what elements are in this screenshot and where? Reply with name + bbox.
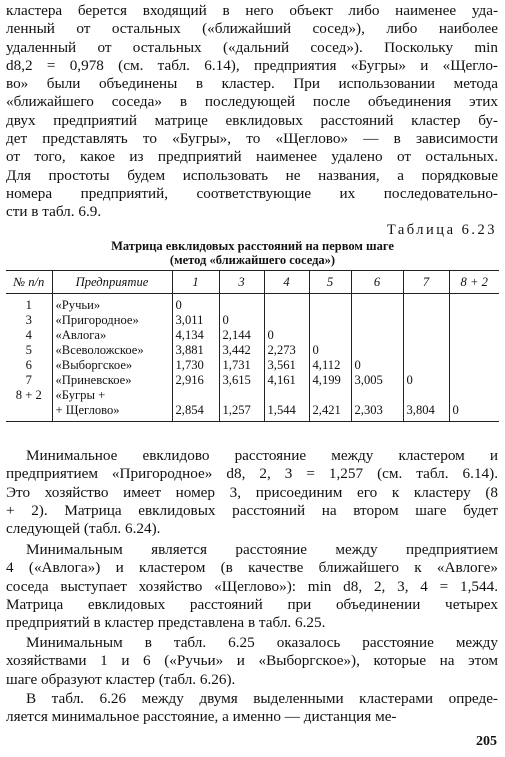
row-number-cell: 1: [25, 298, 32, 312]
enterprise-name-cell: + Щеглово»: [52, 403, 172, 422]
text-line: d8,2 = 0,978 (см. табл. 6.14), предприятия «Бугры» и «Щегло-: [6, 56, 498, 74]
distance-cell: 4,199: [309, 373, 351, 388]
text-line: + 2). Матрица евклидовых расстояний на втором шаге будет: [6, 501, 498, 519]
distance-cell: 1,731: [219, 358, 264, 373]
table-row: [6, 373, 499, 388]
text-line: Минимальное евклидово расстояние между кластером и: [26, 447, 498, 464]
column-header: 7: [403, 271, 449, 294]
text-line: предприятий в кластер представлена в табл. 6.25.: [6, 614, 326, 632]
distance-cell: [172, 388, 219, 403]
distance-cell: 3,442: [219, 343, 264, 358]
text-line: Минимальным в табл. 6.25 оказалось расстояние между: [26, 634, 498, 651]
text-line: ленный от остальных («ближайший сосед»), либо наиболее: [6, 20, 498, 38]
distance-cell: [309, 294, 351, 314]
distance-cell: [449, 328, 499, 343]
distance-cell: [403, 358, 449, 373]
distance-cell: 3,615: [219, 373, 264, 388]
text-line: Для простоты будем использовать не названия, а порядковые: [6, 166, 498, 184]
distance-cell: 0: [449, 403, 499, 422]
row-number-cell: 8 + 2: [15, 388, 42, 402]
distance-cell: [449, 343, 499, 358]
distance-cell: 2,303: [351, 403, 403, 422]
text-line: номера предприятий, соответствующие их последовательно-: [6, 184, 498, 202]
text-line: двух предприятий матрице евклидовых расстояний кластер бу-: [6, 111, 498, 129]
text-line: соседа выступает хозяйство «Щеглово»): min d8, 2, 3, 4 = 1,544.: [6, 577, 498, 595]
distance-cell: [449, 313, 499, 328]
column-header: 5: [309, 271, 351, 294]
distance-cell: 3,881: [172, 343, 219, 358]
table-row: [6, 343, 499, 358]
distance-cell: [403, 313, 449, 328]
text-line: от того, какое из предприятий наименее удалено от остальных.: [6, 148, 498, 166]
row-number-cell: 4: [25, 328, 32, 342]
distance-cell: [351, 328, 403, 343]
distance-cell: 0: [264, 328, 309, 343]
text-line: во» были объединены в кластер. При использовании метода: [6, 75, 498, 93]
text-line: предприятием «Пригородное» d8, 2, 3 = 1,257 (см. табл. 6.14).: [6, 465, 498, 483]
table-row: [6, 358, 499, 373]
table-row: [6, 403, 499, 422]
distance-cell: 4,112: [309, 358, 351, 373]
column-header: № п/п: [6, 271, 52, 294]
distance-cell: [351, 294, 403, 314]
distance-cell: [264, 388, 309, 403]
distance-cell: 4,161: [264, 373, 309, 388]
distance-cell: [351, 313, 403, 328]
distance-cell: [403, 328, 449, 343]
paragraph-4: [6, 690, 498, 727]
text-line: Матрица евклидовых расстояний при объединении четырех: [6, 595, 498, 613]
enterprise-name-cell: «Ручьи»: [52, 294, 172, 314]
distance-cell: 0: [309, 343, 351, 358]
text-line: следующей (табл. 6.24).: [6, 520, 161, 538]
distance-cell: 1,257: [219, 403, 264, 422]
distance-cell: 2,854: [172, 403, 219, 422]
text-line: 4 («Авлога») и кластером (в качестве ближайшего к «Авлоге»: [6, 559, 498, 577]
distance-cell: [403, 343, 449, 358]
distance-cell: 0: [219, 313, 264, 328]
enterprise-name-cell: «Всеволожское»: [52, 343, 172, 358]
distance-cell: 0: [403, 373, 449, 388]
text-line: В табл. 6.26 между двумя выделенными кластерами опреде-: [26, 690, 498, 707]
table-title-line2: (метод «ближайшего соседа»): [169, 253, 336, 267]
distance-cell: 2,273: [264, 343, 309, 358]
enterprise-name-cell: «Авлога»: [52, 328, 172, 343]
paragraph-1: [6, 447, 498, 538]
column-header: 4: [264, 271, 309, 294]
text-line: Минимальным является расстояние между предприятием: [26, 541, 498, 558]
distance-cell: 2,916: [172, 373, 219, 388]
distance-cell: 3,804: [403, 403, 449, 422]
column-header: 6: [351, 271, 403, 294]
enterprise-name-cell: «Бугры +: [52, 388, 172, 403]
distance-cell: 1,544: [264, 403, 309, 422]
distance-cell: [264, 294, 309, 314]
enterprise-name-cell: «Приневское»: [52, 373, 172, 388]
distance-cell: [351, 388, 403, 403]
text-line: сти в табл. 6.9.: [6, 203, 102, 221]
distance-cell: 2,144: [219, 328, 264, 343]
distance-cell: [449, 373, 499, 388]
distance-cell: 0: [351, 358, 403, 373]
text-line: кластера берется входящий в него объект либо наименее уда-: [6, 2, 498, 19]
distance-cell: [403, 294, 449, 314]
distance-cell: [309, 313, 351, 328]
text-line: шаге образуют кластер (табл. 6.26).: [6, 670, 236, 688]
distance-cell: [219, 294, 264, 314]
table-number: Таблица 6.23: [386, 222, 497, 238]
distance-cell: [403, 388, 449, 403]
distance-matrix-table: [6, 270, 499, 422]
distance-cell: [449, 358, 499, 373]
text-line: ляется минимальное расстояние, а именно — дистанция ме-: [6, 708, 397, 726]
distance-cell: [449, 388, 499, 403]
text-line: «ближайшего соседа» в последующей после объединения этих: [6, 93, 498, 111]
distance-cell: 0: [172, 294, 219, 314]
distance-cell: [309, 388, 351, 403]
column-header: Предприятие: [52, 271, 172, 294]
row-number-cell: 5: [25, 343, 32, 357]
intro-paragraph: [6, 2, 498, 222]
column-header: 1: [172, 271, 219, 294]
enterprise-name-cell: «Пригородное»: [52, 313, 172, 328]
distance-cell: 3,011: [172, 313, 219, 328]
text-line: хозяйствами 1 и 6 («Ручьи» и «Выборгское»), которые на этом: [6, 652, 498, 670]
table-row: [6, 313, 499, 328]
distance-cell: [309, 328, 351, 343]
column-header: 3: [219, 271, 264, 294]
distance-cell: 3,561: [264, 358, 309, 373]
paragraph-3: [6, 634, 498, 689]
text-line: удаленный от остальных («дальний сосед»). Поскольку min: [6, 38, 498, 56]
row-number-cell: 3: [25, 313, 32, 327]
distance-cell: [219, 388, 264, 403]
enterprise-name-cell: «Выборгское»: [52, 358, 172, 373]
distance-cell: [449, 294, 499, 314]
distance-cell: 4,134: [172, 328, 219, 343]
table-row: [6, 328, 499, 343]
page-number: 205: [476, 734, 497, 749]
table-row: [6, 294, 499, 314]
column-header: 8 + 2: [449, 271, 499, 294]
row-number-cell: 7: [25, 373, 32, 387]
table-row: [6, 388, 499, 403]
distance-cell: [351, 343, 403, 358]
distance-cell: 1,730: [172, 358, 219, 373]
distance-cell: 3,005: [351, 373, 403, 388]
text-line: дет представлять то «Бугры», то «Щеглово» — в зависимости: [6, 130, 498, 148]
table-title-line1: Матрица евклидовых расстояний на первом шаге: [111, 239, 394, 253]
row-number-cell: 6: [25, 358, 32, 372]
text-line: Это хозяйство имеет номер 3, присоединим его к кластеру (8: [6, 483, 498, 501]
row-number-cell: [6, 403, 52, 422]
distance-cell: 2,421: [309, 403, 351, 422]
paragraph-2: [6, 541, 498, 632]
distance-cell: [264, 313, 309, 328]
